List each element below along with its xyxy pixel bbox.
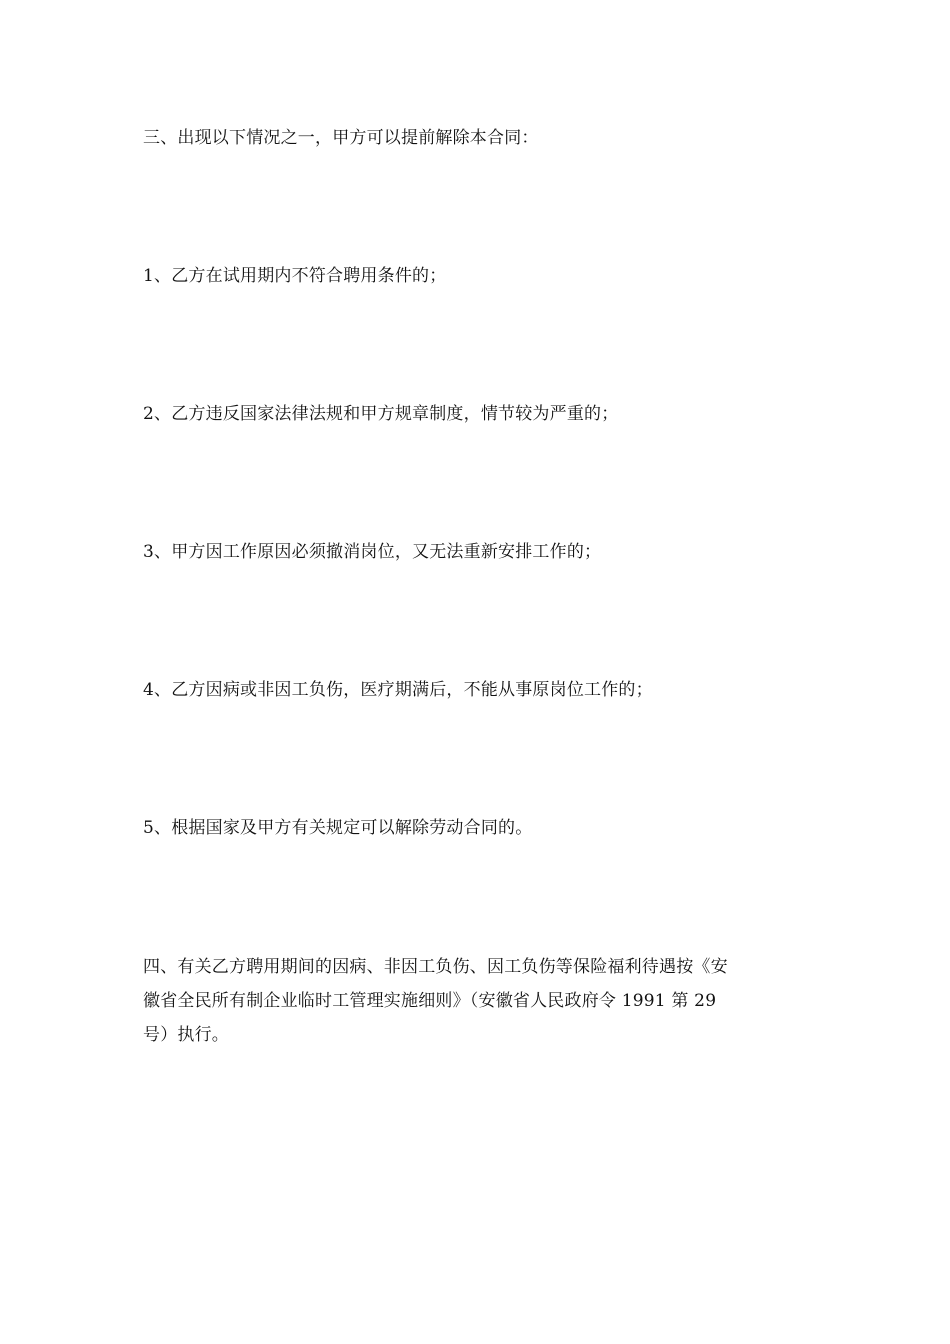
section-3-item-4: 4、乙方因病或非因工负伤，医疗期满后，不能从事原岗位工作的； xyxy=(143,680,653,700)
section-4-paragraph xyxy=(143,950,808,1052)
section-4-line-1: 四、有关乙方聘用期间的因病、非因工负伤、因工负伤等保险福利待遇按《安 xyxy=(143,957,728,977)
section-3-item-5: 5、根据国家及甲方有关规定可以解除劳动合同的。 xyxy=(143,818,533,838)
section-4-line-2: 徽省全民所有制企业临时工管理实施细则》（安徽省人民政府令 1991 第 29 xyxy=(143,991,717,1011)
section-3-item-2: 2、乙方违反国家法律法规和甲方规章制度，情节较为严重的； xyxy=(143,404,619,424)
section-3-item-1: 1、乙方在试用期内不符合聘用条件的； xyxy=(143,266,447,286)
section-3-heading: 三、出现以下情况之一，甲方可以提前解除本合同： xyxy=(143,128,539,148)
section-4-line-3: 号）执行。 xyxy=(143,1025,229,1045)
section-3-item-3: 3、甲方因工作原因必须撤消岗位，又无法重新安排工作的； xyxy=(143,542,602,562)
